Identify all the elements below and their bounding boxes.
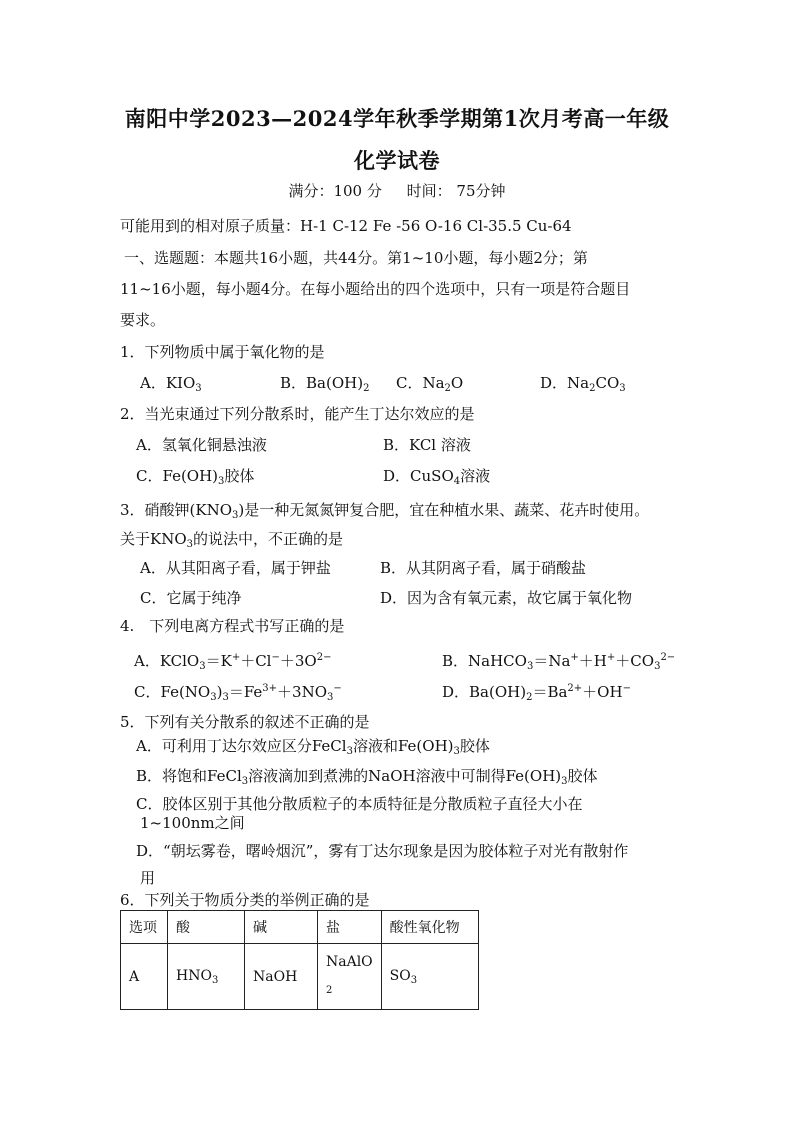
section-intro-3: 要求。: [120, 311, 166, 329]
q4-a-sup1: +: [231, 652, 241, 663]
q1-c-sub: 2: [444, 383, 451, 394]
q5-b-1: B．将饱和FeCl: [136, 767, 242, 785]
table-cell-salt: [318, 944, 382, 1010]
q4-a-sup3: 2−: [316, 652, 332, 663]
q2-option-c: [136, 466, 254, 492]
q5-option-d-1: D．“朝坛雾卷，曙岭烟沉”，雾有丁达尔现象是因为胶体粒子对光有散射作: [136, 842, 629, 860]
q5-option-a: [136, 736, 490, 762]
q5-b-sub2: 3: [561, 776, 568, 787]
q1-d-mid: CO: [595, 374, 620, 392]
table-row: [121, 944, 479, 1010]
q5-b-sub: 3: [241, 776, 249, 787]
exam-subtitle: 化学试卷: [354, 148, 440, 173]
q1-option-d: [540, 373, 626, 399]
q4-d-sup2: −: [622, 683, 631, 694]
q3-stem-a: 3．硝酸钾(KNO: [120, 501, 233, 519]
q1-a-sub: 3: [195, 383, 202, 394]
q4-b-3: ＋H: [578, 652, 607, 670]
q5-a-sub2: 3: [453, 746, 460, 757]
q1-stem: 1．下列物质中属于氧化物的是: [120, 343, 325, 361]
q4-c-sup2: −: [333, 683, 342, 694]
q2-d-tail: 溶液: [460, 467, 491, 485]
q4-d-sup1: 2+: [567, 683, 583, 694]
q5-a-2: 溶液和Fe(OH): [352, 737, 454, 755]
q1-d-sub2: 3: [619, 383, 626, 394]
q5-option-b: [136, 766, 598, 792]
q2-c-sub: 3: [218, 476, 225, 487]
q4-b-4: ＋CO: [615, 652, 655, 670]
q4-c-sub2: 3: [222, 692, 229, 703]
q3-stem2-a: 关于KNO: [120, 530, 187, 548]
q5-a-3: 胶体: [459, 737, 490, 755]
q1-option-c: [396, 373, 463, 399]
q5-option-c-1: C．胶体区别于其他分散质粒子的本质特征是分散质粒子直径大小在: [136, 795, 583, 813]
q2-stem: 2．当光束通过下列分散系时，能产生丁达尔效应的是: [120, 405, 475, 423]
q1-b-sub: 2: [363, 383, 370, 394]
table-header-cell: 选项: [121, 911, 168, 944]
q4-c-sub: 3: [210, 692, 217, 703]
table-header-cell: 酸: [168, 911, 245, 944]
table-cell-base: NaOH: [245, 944, 318, 1010]
table-header-cell: 盐: [318, 911, 382, 944]
q1-c-text: C．Na: [396, 374, 445, 392]
q4-a-sup2: −: [271, 652, 280, 663]
q4-d-3: ＋OH: [582, 683, 623, 701]
q2-option-a: A．氢氧化铜悬浊液: [136, 436, 267, 454]
q3-stem-sub: 3: [232, 510, 239, 521]
q3-stem2-b: 的说法中，不正确的是: [193, 530, 344, 548]
acid-text: HNO: [176, 967, 212, 984]
q5-a-sub: 3: [346, 746, 353, 757]
section-intro-2: 11~16小题，每小题4分。在每小题给出的四个选项中，只有一项是符合题目: [120, 280, 631, 298]
q5-stem: 5．下列有关分散系的叙述不正确的是: [120, 713, 370, 731]
q3-stem-2: [120, 529, 343, 555]
oxide-text: SO: [389, 967, 411, 984]
q3-option-a: A．从其阳离子看，属于钾盐: [140, 559, 331, 577]
q2-option-b: B．KCl 溶液: [383, 436, 471, 454]
q4-a-2: ＝K: [205, 652, 232, 670]
q3-stem-b: )是一种无氮氮钾复合肥，宜在种植水果、蔬菜、花卉时使用。: [238, 501, 650, 519]
q4-c-4: ＋3NO: [277, 683, 328, 701]
q3-option-d: D．因为含有氧元素，故它属于氧化物: [380, 589, 633, 607]
q4-b-sub2: 3: [654, 661, 661, 672]
q4-c-sup1: 3+: [262, 683, 278, 694]
q1-a-text: A．KIO: [140, 374, 196, 392]
table-cell-acid: [168, 944, 245, 1010]
q4-a-sub: 3: [199, 661, 206, 672]
q4-a-1: A．KClO: [134, 652, 200, 670]
q4-c-2: ): [216, 683, 223, 701]
acid-sub: 3: [211, 974, 219, 986]
q4-stem: 4. 下列电离方程式书写正确的是: [120, 617, 345, 635]
q4-b-2: ＝Na: [533, 652, 571, 670]
time-label: 时间： 75分钟: [406, 182, 506, 200]
q2-c-tail: 胶体: [224, 467, 255, 485]
q5-a-1: A．可利用丁达尔效应区分FeCl: [136, 737, 347, 755]
q4-b-sup1: +: [570, 652, 579, 663]
q5-option-c-2: 1~100nm之间: [140, 814, 245, 832]
atomic-masses: 可能用到的相对原子质量：H-1 C-12 Fe -56 O-16 Cl-35.5 Cu-64: [120, 217, 572, 235]
q4-option-a: [134, 648, 331, 677]
q1-b-text: B．Ba(OH): [280, 374, 364, 392]
q2-c-text: C．Fe(OH): [136, 467, 219, 485]
section-intro-1: 一、选题题：本题共16小题，共44分。第1~10小题，每小题2分；第: [124, 249, 588, 267]
q4-d-1: D．Ba(OH): [442, 683, 527, 701]
q4-d-2: ＝Ba: [532, 683, 568, 701]
q3-stem2-sub: 3: [186, 539, 194, 550]
q2-option-d: [383, 466, 490, 492]
q5-option-d-2: 用: [140, 869, 156, 887]
q4-a-4: ＋3O: [279, 652, 317, 670]
q1-option-b: [280, 373, 369, 399]
q5-b-3: 胶体: [567, 767, 598, 785]
q4-b-sub: 3: [526, 661, 534, 672]
salt-text: NaAlO: [326, 954, 373, 970]
q3-option-c: C．它属于纯净: [140, 589, 242, 607]
q4-c-3: ＝Fe: [228, 683, 263, 701]
salt-sub: 2: [326, 985, 333, 996]
q4-b-sup3: 2−: [660, 652, 676, 663]
q1-option-a: [140, 373, 202, 399]
q4-b-sup2: +: [606, 652, 616, 663]
q4-c-1: C．Fe(NO: [134, 683, 211, 701]
oxide-sub: 3: [410, 974, 418, 986]
q4-d-sub: 2: [526, 692, 533, 703]
q4-option-c: [134, 679, 342, 708]
table-cell-oxide: [381, 944, 478, 1010]
q1-c-tail: O: [450, 374, 464, 392]
q5-b-2: 溶液滴加到煮沸的NaOH溶液中可制得Fe(OH): [248, 767, 562, 785]
exam-title: 南阳中学2023—2024学年秋季学期第1次月考高一年级: [124, 106, 670, 131]
q3-option-b: B．从其阴离子看，属于硝酸盐: [380, 559, 587, 577]
q2-d-sub: 4: [453, 476, 461, 487]
classification-table: [120, 910, 479, 1010]
q1-d-sub: 2: [589, 383, 596, 394]
q4-option-b: [442, 648, 675, 677]
q4-option-d: [442, 679, 631, 708]
q4-b-1: B．NaHCO: [442, 652, 527, 670]
q6-stem: 6．下列关于物质分类的举例正确的是: [120, 891, 370, 909]
score-label: 满分：100 分: [288, 182, 382, 200]
q3-stem: [120, 500, 649, 526]
table-header-row: [121, 911, 479, 944]
q2-d-text: D．CuSO: [383, 467, 454, 485]
exam-meta: [0, 180, 794, 201]
q1-d-text: D．Na: [540, 374, 590, 392]
table-header-cell: 酸性氧化物: [381, 911, 478, 944]
table-header-cell: 碱: [245, 911, 318, 944]
table-cell-option: A: [121, 944, 168, 1010]
q4-c-sub3: 3: [327, 692, 334, 703]
q4-a-3: ＋Cl: [240, 652, 272, 670]
